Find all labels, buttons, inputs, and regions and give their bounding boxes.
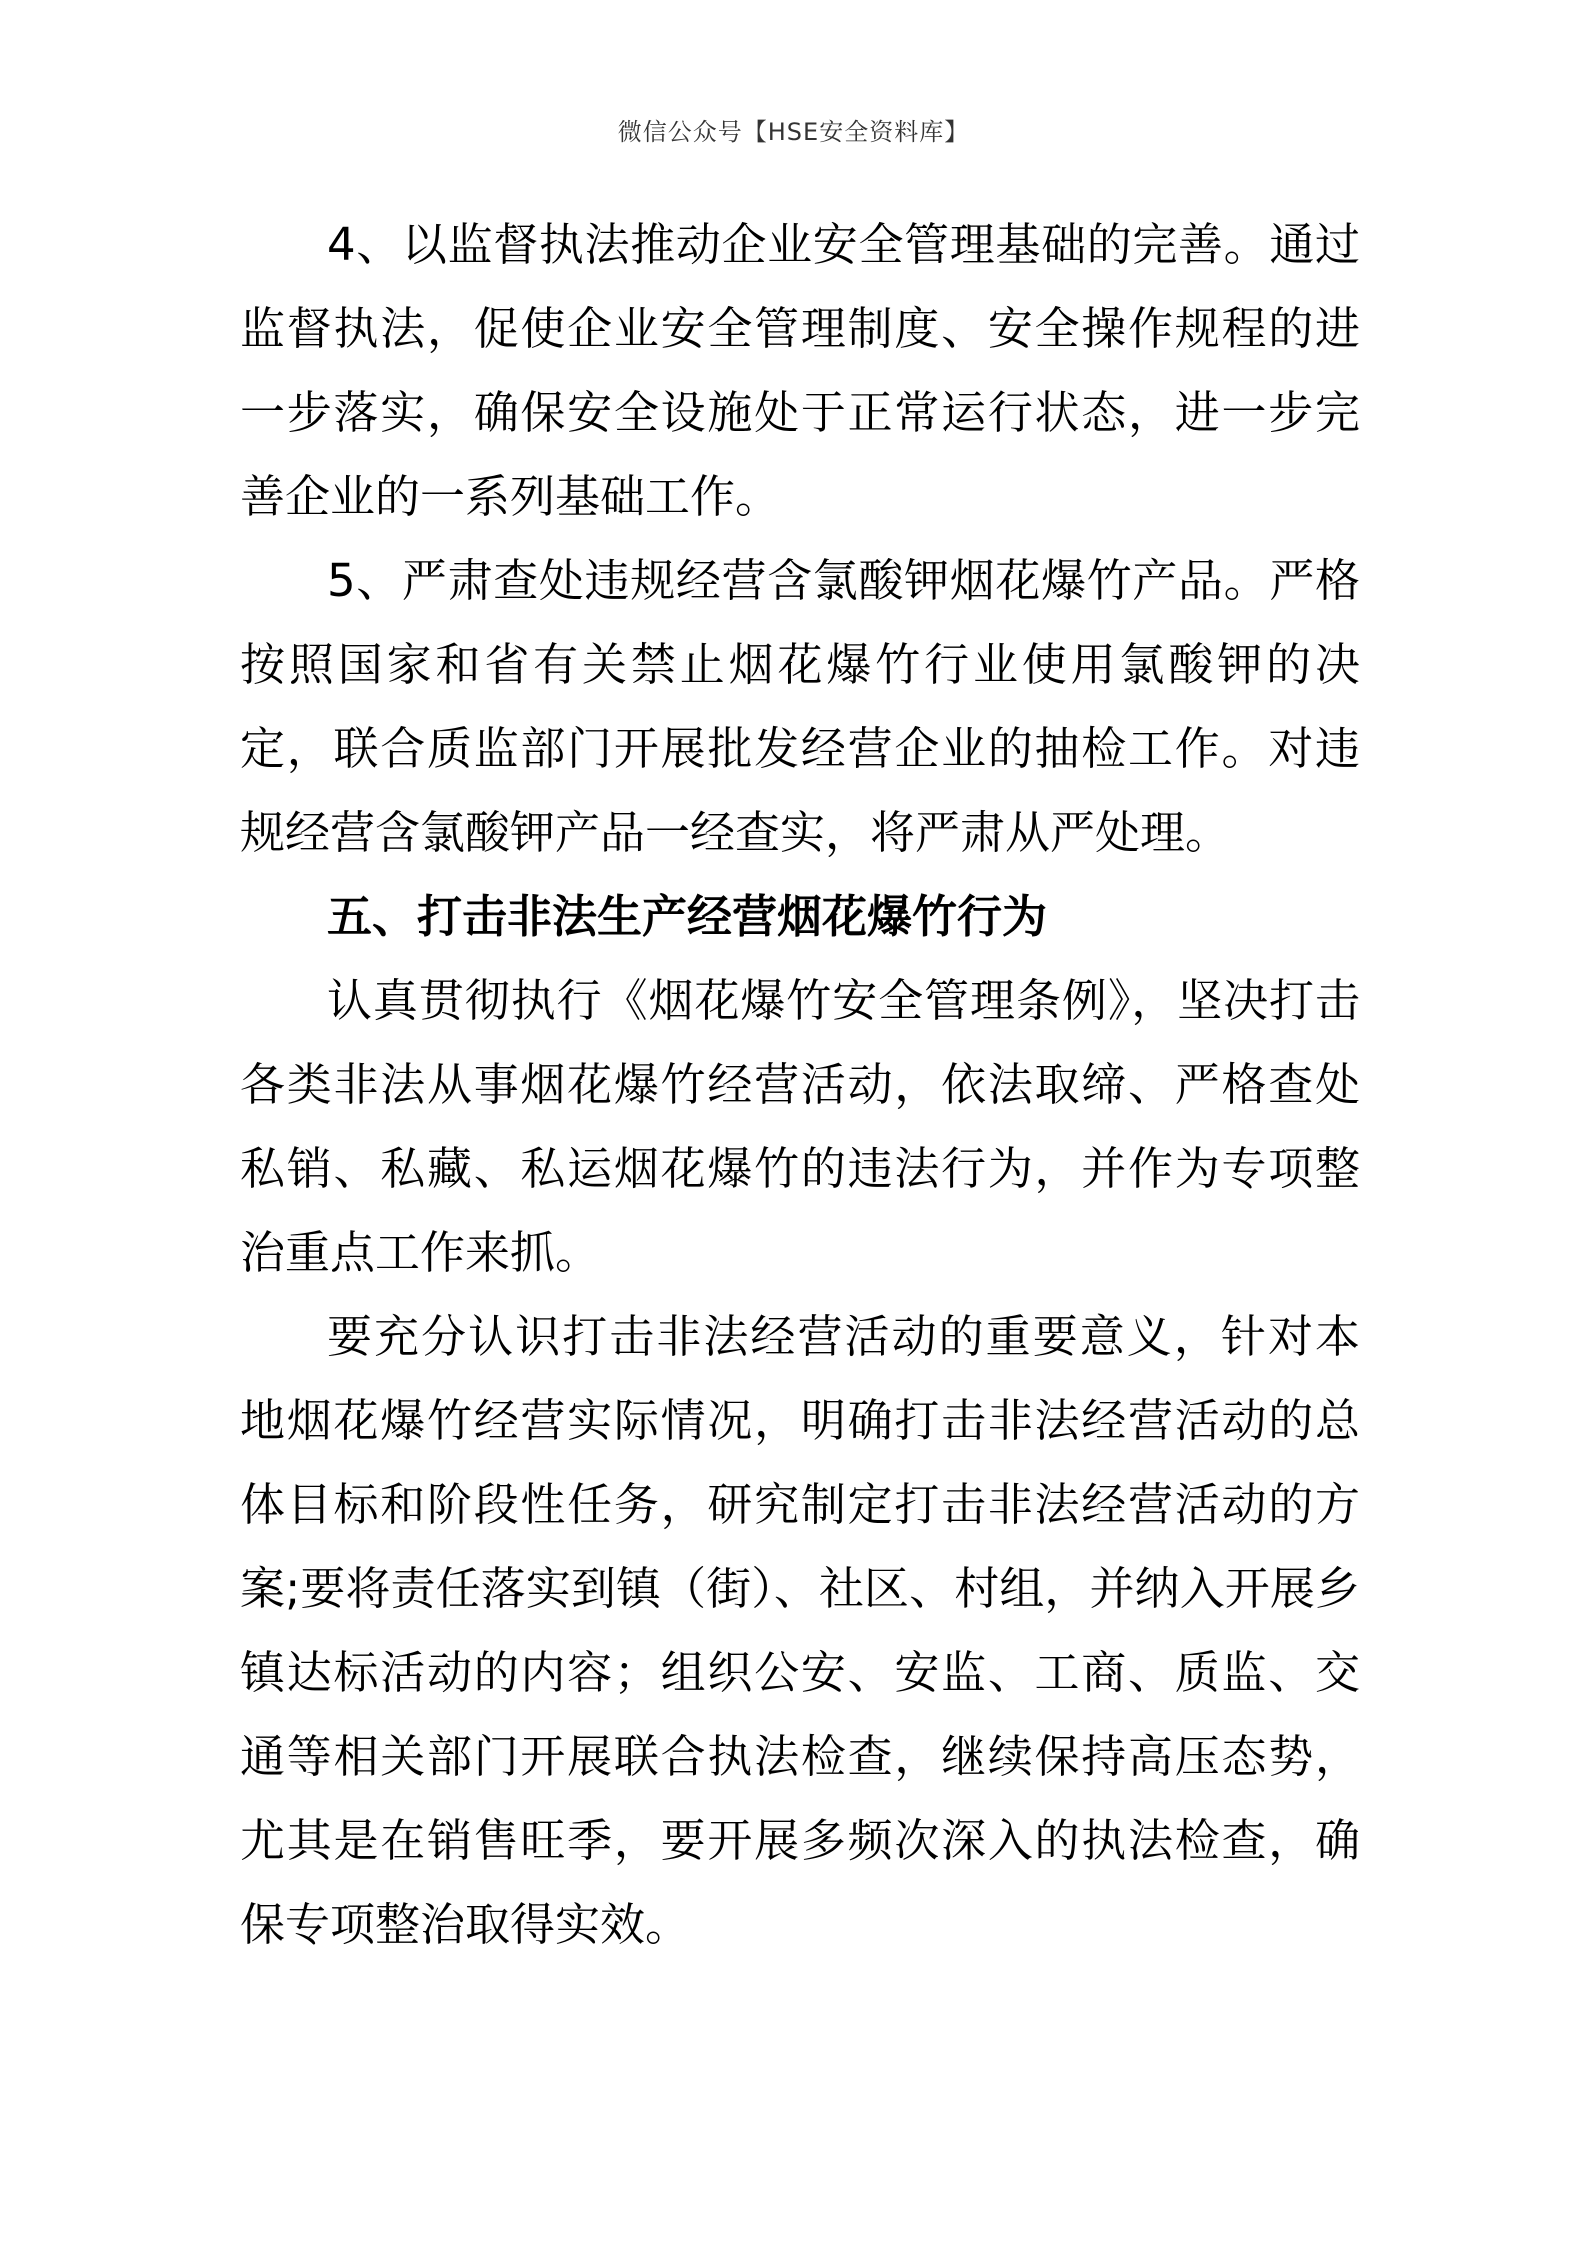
paragraph-item-5: 5、严肃查处违规经营含氯酸钾烟花爆竹产品。严格按照国家和省有关禁止烟花爆竹行业使用氯酸钾的决定，联合质监部门开展批发经营企业的抽检工作。对违规经营含氯酸钾产品一经查实，将严肃从严处理。 [240,554,1360,859]
paragraph-item-4: 4、以监督执法推动企业安全管理基础的完善。通过监督执法，促使企业安全管理制度、安全操作规程的进一步落实，确保安全设施处于正常运行状态，进一步完善企业的一系列基础工作。 [240,218,1360,523]
section-paragraph-1: 认真贯彻执行《烟花爆竹安全管理条例》，坚决打击各类非法从事烟花爆竹经营活动，依法取缔、严格查处私销、私藏、私运烟花爆竹的违法行为，并作为专项整治重点工作来抓。 [240,974,1360,1279]
section-paragraph-2: 要充分认识打击非法经营活动的重要意义，针对本地烟花爆竹经营实际情况，明确打击非法经营活动的总体目标和阶段性任务，研究制定打击非法经营活动的方案;要将责任落实到镇（街）、社区、村组，并纳入开展乡镇达标活动的内容；组织公安、安监、工商、质监、交通等相关部门开展联合执法检查，继续保持高压态势，尤其是在销售旺季，要开展多频次深入的执法检查，确保专项整治取得实效。 [240,1310,1360,1951]
document-body [240,203,1360,1967]
page-header: 微信公众号【HSE安全资料库】 [617,118,970,146]
section-heading: 五、打击非法生产经营烟花爆竹行为 [327,890,1048,943]
